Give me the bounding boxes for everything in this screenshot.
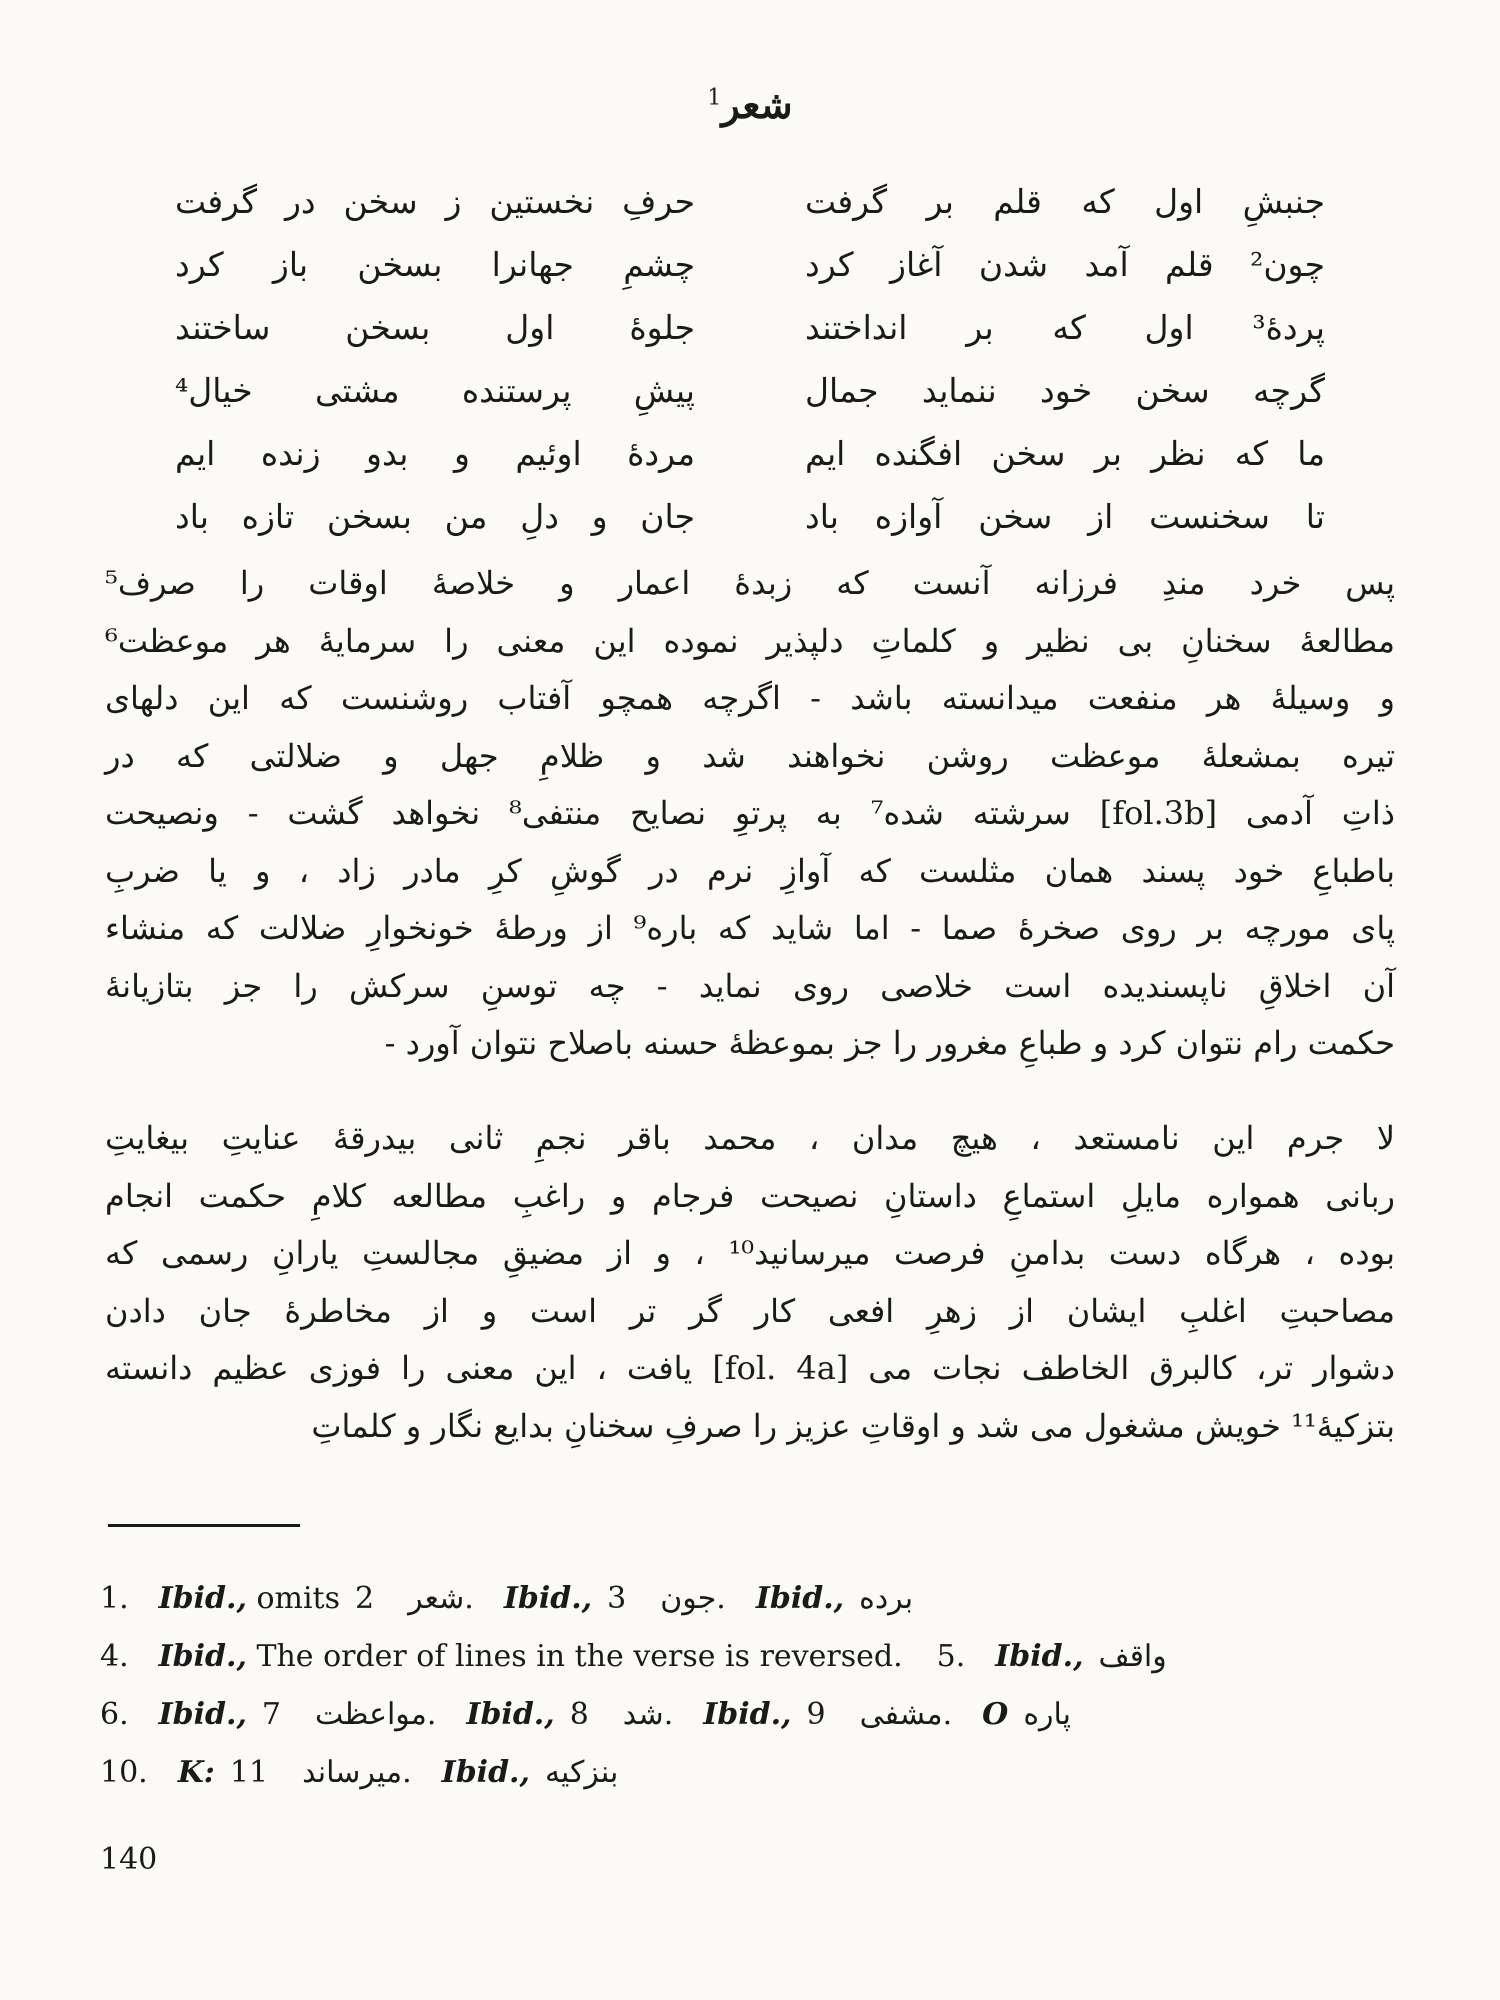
footnote-number: 8. [569,1697,674,1732]
footnote-variant-reading: شد [622,1697,664,1732]
footnote-divider [108,1524,300,1527]
text-line: پای مورچه بر روی صخره‌ٔ صما - اما شاید که باره⁹ از ورطه‌ٔ خونخوارِ ضلالت که منشاء [105,909,1395,947]
paragraph-1 [105,555,1395,1073]
footnote-number: 11. [229,1755,412,1790]
footnote-variant-reading: واقف [1098,1639,1167,1674]
verse-hemistich-left: مرده‌ٔ اوئیم و بدو زنده ایم [175,434,695,473]
footnote-number: 4. [100,1639,129,1674]
footnote-reference: Ibid., [158,1697,247,1732]
footnote-variant-reading: جون [660,1581,717,1616]
footnote-reference: Ibid., [466,1697,555,1732]
footnote-text: omits [256,1581,341,1616]
text-line: و وسیله‌ٔ هر منفعت میدانسته باشد - اگرچه همچو آفتاب روشنست که این دلهای [105,679,1395,717]
verse-hemistich-right: پرده‌ٔ³ اول که بر انداختند [805,308,1325,347]
footnote-variant-reading: میرساند [302,1755,403,1790]
verse-hemistich-left: جلوهٔ اول بسخن ساختند [175,308,695,347]
footnote-number: 2. [355,1581,474,1616]
footnote-number: 10. [100,1755,148,1790]
verse-hemistich-left: جان و دلِ من بسخن تازه باد [175,497,695,536]
footnote-reference: Ibid., [703,1697,792,1732]
verse-line [175,233,1325,296]
verse-line [175,170,1325,233]
footnote-text: The order of lines in the verse is reversed. [256,1639,903,1674]
footnote-variant-reading: مشفی [859,1697,943,1732]
footnote-variant-reading: پاره [1023,1697,1072,1732]
verse-line [175,359,1325,422]
verse-hemistich-left: حرفِ نخستین ز سخن در گرفت [175,182,695,221]
text-line: ربانی همواره مایلِ استماعِ داستانِ نصیحت فرجام و راغبِ مطالعه کلامِ حکمت انجام [105,1176,1395,1215]
verse-hemistich-right: چون² قلم آمد شدن آغاز کرد [805,245,1325,284]
footnote-number: 9. [806,1697,953,1732]
footnote-variant-reading: شعر [408,1581,465,1616]
footnote-number: 7. [261,1697,437,1732]
footnote-reference: Ibid., [441,1755,530,1790]
footnote-line [100,1686,1400,1744]
verse-hemistich-left: پیشِ پرستنده مشتی خیال⁴ [175,371,695,410]
footnote-line [100,1628,1400,1686]
text-line: تیره بمشعله‌ٔ موعظت روشن نخواهند شد و ظلامِ جهل و ضلالتی که در [105,736,1395,775]
footnote-reference: O [982,1697,1009,1732]
footnote-reference: K: [177,1755,215,1790]
footnote-variant-reading: مواعظت [315,1697,427,1732]
text-line: پس خرد مندِ فرزانه آنست که زبدهٔ اعمار و خلاصه‌ٔ اوقات را صرف⁵ [105,564,1395,602]
title-footnote-marker: 1 [707,85,722,111]
text-line: دشوار تر، کالبرق الخاطف نجات می [fol. 4a] یافت ، این معنی را فوزی عظیم دانسته [105,1349,1396,1387]
verse-line [175,296,1325,359]
footnotes [100,1570,1400,1802]
text-line: بتزکیه‌ٔ¹¹ خویش مشغول می شد و اوقاتِ عزیز را صرفِ سخنانِ بدایع نگار و کلماتِ [311,1406,1395,1445]
title-text: شعر [721,82,793,127]
text-line: باطباعِ خود پسند همان مثلست که آوازِ نرم در گوشِ کرِ مادر زاد ، و یا ضربِ [105,851,1395,890]
verse-hemistich-right: جنبشِ اول که قلم بر گرفت [805,182,1325,221]
footnote-line [100,1744,1400,1802]
text-line: ذاتِ آدمی [fol.3b] سرشته شده⁷ به پرتوِ نصایح منتفی⁸ نخواهد گشت - ونصیحت [105,794,1396,832]
verse-hemistich-right: گرچه سخن خود ننماید جمال [805,371,1325,410]
verse-hemistich-left: چشمِ جهانرا بسخن باز کرد [175,245,695,284]
footnote-number: 3. [607,1581,726,1616]
verse-line [175,485,1325,548]
footnote-number: 1. [100,1581,129,1616]
section-title [0,82,1500,127]
text-line: لا جرم این نامستعد ، هیچ مدان ، محمد باقر نجمِ ثانی بیدرقه‌ٔ عنایتِ بیغایتِ [105,1119,1396,1157]
text-line: بوده ، هرگاه دست بدامنِ فرصت میرسانید¹⁰ ، و از مضیقِ مجالستِ یارانِ رسمی که [105,1234,1396,1272]
text-line: مطالعه‌ٔ سخنانِ بی نظیر و کلماتِ دلپذیر نموده این معنی را سرمایه‌ٔ هر موعظت⁶ [105,621,1395,660]
footnote-reference: Ibid., [158,1639,247,1674]
footnote-line [100,1570,1400,1628]
footnote-reference: Ibid., [755,1581,845,1616]
footnote-number: 6. [100,1697,129,1732]
text-line: مصاحبتِ اغلبِ ایشان از زهرِ افعی کار گر تر است و از مخاطره‌ٔ جان دادن [105,1291,1395,1330]
footnote-variant-reading: برده [859,1581,914,1616]
text-line: آن اخلاقِ ناپسندیده است خلاصی روی نماید - چه توسنِ سرکش را جز بتازیانه‌ٔ [105,966,1395,1005]
verse-hemistich-right: ما که نظر بر سخن افگنده ایم [805,434,1325,473]
verse-hemistich-right: تا سخنست از سخن آوازه باد [805,497,1325,536]
text-line: حکمت رام نتوان کرد و طباعِ مغرور را جز بموعظه‌ٔ حسنه باصلاح نتوان آورد - [384,1024,1395,1062]
footnote-reference: Ibid., [158,1581,247,1616]
page-number: 140 [100,1842,158,1877]
footnote-reference: Ibid., [503,1581,593,1616]
footnote-variant-reading: بنزکیه [544,1755,619,1790]
verse-line [175,422,1325,485]
footnote-reference: Ibid., [995,1639,1084,1674]
footnote-number: 5. [936,1639,966,1674]
verse-block [175,170,1325,548]
paragraph-2 [105,1110,1395,1455]
